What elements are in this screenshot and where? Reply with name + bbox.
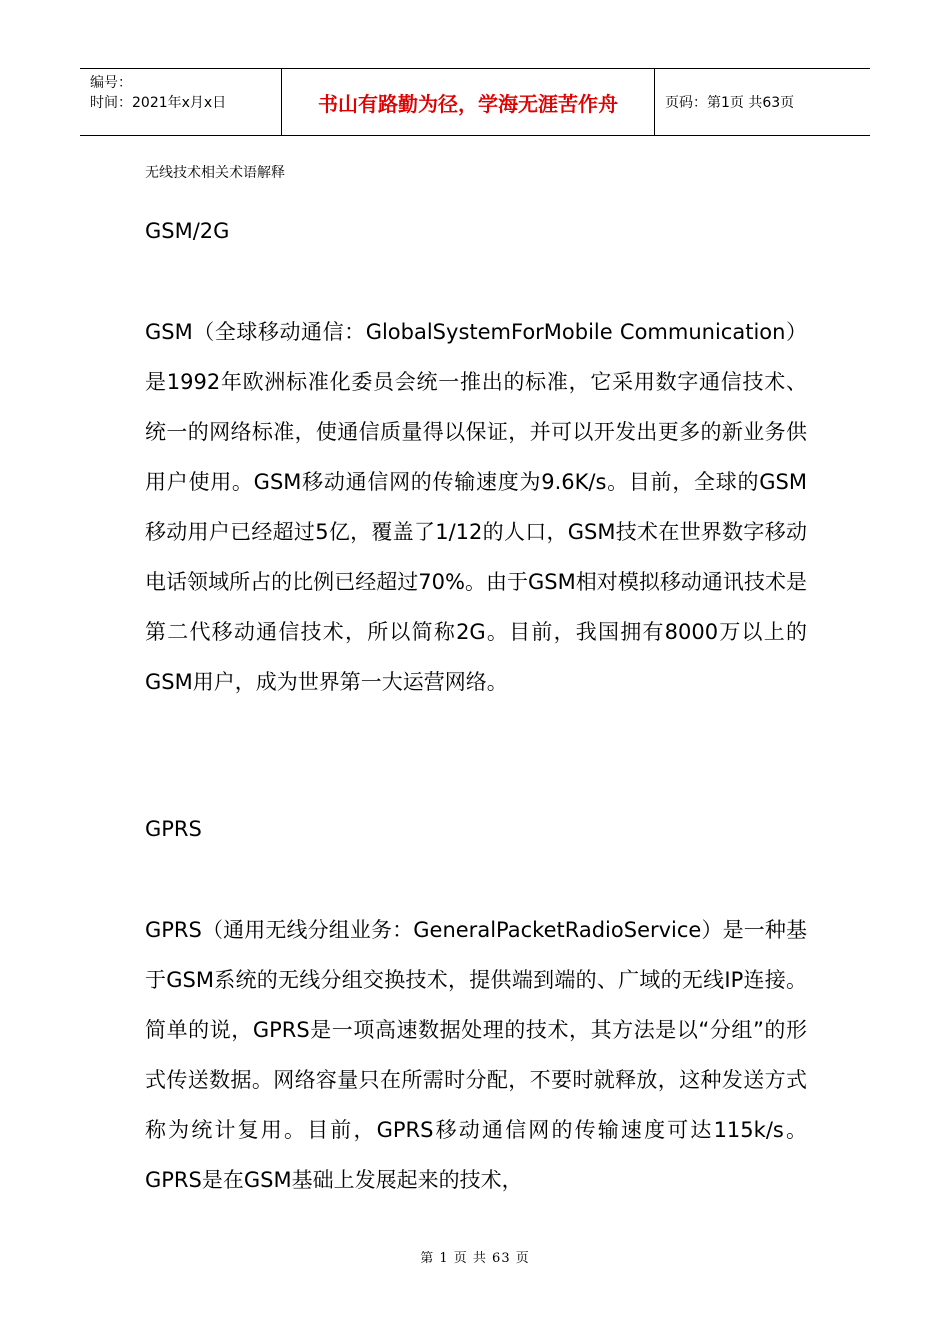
page-footer: 第 1 页 共 63 页: [420, 1251, 530, 1266]
document-number-label: 编号：: [90, 75, 132, 91]
header-page-number: 页码：第1页 共63页: [665, 95, 795, 111]
document-title: 无线技术相关术语解释: [145, 165, 285, 181]
section-heading-gsm: GSM/2G: [145, 219, 230, 243]
header-meta-cell: [80, 69, 282, 135]
document-time-label: 时间：2021年x月x日: [90, 95, 227, 111]
section-heading-gprs: GPRS: [145, 817, 202, 841]
header-motto: 书山有路勤为径，学海无涯苦作舟: [282, 69, 655, 135]
section-paragraph-gsm: GSM（全球移动通信：GlobalSystemForMobile Communication）是1992年欧洲标准化委员会统一推出的标准，它采用数字通信技术、统一的网络标准，使通信质量得以保证，并可以开发出更多的新业务供用户使用。GSM移动通信网的传输速度为9.6K/s。目前，全球的GSM移动用户已经超过5亿，覆盖了1/12的人口，GSM技术在世界数字移动电话领域所占的比例已经超过70%。由于GSM相对模拟移动通讯技术是第二代移动通信技术，所以简称2G。目前，我国拥有8000万以上的GSM用户，成为世界第一大运营网络。: [145, 320, 807, 694]
section-paragraph-gprs: GPRS（通用无线分组业务：GeneralPacketRadioService）是一种基于GSM系统的无线分组交换技术，提供端到端的、广域的无线IP连接。简单的说，GPRS是一项高速数据处理的技术，其方法是以“分组”的形式传送数据。网络容量只在所需时分配，不要时就释放，这种发送方式称为统计复用。目前，GPRS移动通信网的传输速度可达115k/s。GPRS是在GSM基础上发展起来的技术，: [145, 918, 807, 1192]
page-header: [80, 68, 870, 136]
